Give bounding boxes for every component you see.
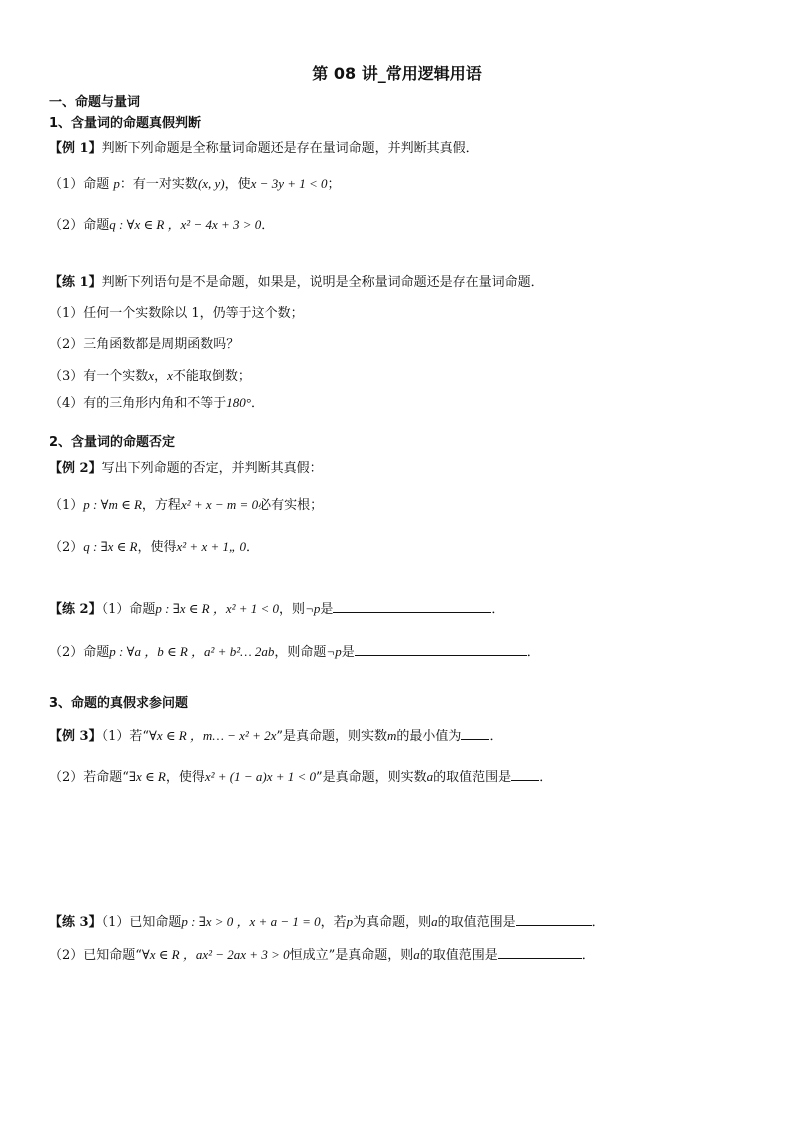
item-text: ，使得 <box>137 540 177 555</box>
math-expr: p : ∃x ∈ R ，x² + 1 < 0 <box>155 601 280 616</box>
item-text: ，则 <box>279 602 306 617</box>
item-text: ． <box>539 770 553 785</box>
practice-1-item-2: （2）三角函数都是周期函数吗？ <box>49 337 240 352</box>
example-3-item-2 <box>49 768 552 786</box>
math-var: x <box>167 368 173 383</box>
example-1-item-1 <box>49 176 341 193</box>
example-2-prompt: 写出下列命题的否定，并判断其真假： <box>101 461 323 476</box>
item-text: ． <box>526 645 540 660</box>
item-label: （2）若命题“ <box>49 770 129 785</box>
answer-blank[interactable] <box>355 643 527 656</box>
answer-blank[interactable] <box>461 727 489 740</box>
item-text: 是 <box>320 602 334 617</box>
example-1 <box>49 141 479 157</box>
item-text: 的取值范围是 <box>419 948 498 963</box>
math-var: x <box>148 368 155 383</box>
math-expr: q : ∃x ∈ R <box>83 539 138 554</box>
math-expr: ¬p <box>326 644 342 659</box>
practice-1-item-3 <box>49 368 251 385</box>
practice-3-item-2 <box>49 946 595 964</box>
math-expr: p : ∃x > 0 ，x + a − 1 = 0 <box>181 914 321 929</box>
item-label: （2）已知命题“ <box>49 948 142 963</box>
section-heading: 一、命题与量词 <box>49 95 141 110</box>
item-text: 的最小值为 <box>396 729 462 744</box>
practice-1 <box>49 275 544 291</box>
practice-2-item-2 <box>49 643 540 661</box>
example-3-tag: 【例 3】 <box>49 729 102 744</box>
item-text: ． <box>591 915 605 930</box>
practice-3-tag: 【练 3】 <box>49 915 102 930</box>
item-text: ，则命题 <box>274 645 327 660</box>
item-text: 恒成立”是真命题，则 <box>289 948 414 963</box>
example-2-item-1 <box>49 497 323 514</box>
item-label: （1） <box>49 498 84 513</box>
answer-blank[interactable] <box>516 913 592 926</box>
practice-2-item-1 <box>49 600 504 618</box>
answer-blank[interactable] <box>511 768 539 781</box>
example-2-item-2 <box>49 539 259 556</box>
practice-1-tag: 【练 1】 <box>49 275 102 290</box>
math-expr: p : ∀m ∈ R <box>83 497 142 512</box>
item-text: 的取值范围是 <box>433 770 512 785</box>
item-text: ，使得 <box>165 770 205 785</box>
item-text: （4）有的三角形内角和不等于 <box>49 396 227 411</box>
math-expr: x − 3y + 1 < 0 <box>250 176 328 191</box>
math-var: a <box>431 914 438 929</box>
item-label: （1）已知命题 <box>101 915 182 930</box>
math-expr: ¬p <box>305 601 321 616</box>
math-expr: (x, y) <box>197 176 225 191</box>
item-text: ，方程 <box>141 498 181 513</box>
item-text: 为真命题，则 <box>353 915 432 930</box>
math-var: p <box>346 914 354 929</box>
math-expr: x² + x + 1„ 0 <box>176 539 246 554</box>
practice-3-item-1 <box>49 913 605 931</box>
math-var: a <box>413 947 420 962</box>
example-1-prompt: 判断下列命题是全称量词命题还是存在量词命题，并判断其真假． <box>101 141 479 156</box>
item-text: ”是真命题，则实数 <box>316 770 427 785</box>
subsection-heading-3: 3、命题的真假求参问题 <box>49 696 189 711</box>
example-2-tag: 【例 2】 <box>49 461 102 476</box>
example-1-item-2 <box>49 217 274 234</box>
math-expr: ∃x ∈ R <box>128 769 166 784</box>
practice-1-item-1: （1）任何一个实数除以 1，仍等于这个数； <box>49 306 304 321</box>
page-title: 第 08 讲_常用逻辑用语 <box>312 64 482 83</box>
item-label: （2）命题 <box>49 218 110 233</box>
example-1-tag: 【例 1】 <box>49 141 102 156</box>
practice-1-prompt: 判断下列语句是不是命题，如果是，说明是全称量词命题还是存在量词命题． <box>101 275 544 290</box>
item-label: （2）命题 <box>49 645 110 660</box>
item-text: ． <box>491 602 505 617</box>
example-3-item-1 <box>49 727 502 745</box>
math-var: a <box>426 769 434 784</box>
item-label: （1）命题 <box>49 177 110 192</box>
item-text: ：有一对实数 <box>119 177 198 192</box>
item-text: 是 <box>341 645 355 660</box>
subsection-heading-1: 1、含量词的命题真假判断 <box>49 116 202 131</box>
item-text: 的取值范围是 <box>437 915 516 930</box>
math-expr: ∀x ∈ R ，m… − x² + 2x <box>149 728 277 743</box>
item-text: ． <box>581 948 595 963</box>
example-2 <box>49 461 323 477</box>
item-label: （1）若“ <box>101 729 149 744</box>
item-text: ，使 <box>224 177 251 192</box>
practice-1-item-4 <box>49 395 264 412</box>
math-var: p <box>113 176 120 191</box>
item-label: （2） <box>49 540 84 555</box>
subsection-heading-2: 2、含量词的命题否定 <box>49 435 176 450</box>
answer-blank[interactable] <box>333 600 491 613</box>
math-expr: x² + (1 − a)x + 1 < 0 <box>204 769 317 784</box>
math-expr: p : ∀a ，b ∈ R ，a² + b²… 2ab <box>109 644 275 659</box>
math-expr: q : ∀x ∈ R ，x² − 4x + 3 > 0 <box>109 217 262 232</box>
item-text: ． <box>261 218 275 233</box>
item-text: ． <box>245 540 259 555</box>
item-text: ． <box>489 729 503 744</box>
practice-2-tag: 【练 2】 <box>49 602 102 617</box>
math-expr: ∀x ∈ R ，ax² − 2ax + 3 > 0 <box>141 947 290 962</box>
item-text: ”是真命题，则实数 <box>276 729 388 744</box>
item-text: 不能取倒数； <box>172 369 251 384</box>
item-label: （1）命题 <box>101 602 156 617</box>
item-text: ． <box>250 396 264 411</box>
item-text: （3）有一个实数 <box>49 369 149 384</box>
math-expr: 180° <box>226 395 251 410</box>
math-var: m <box>387 728 397 743</box>
math-expr: x² + x − m = 0 <box>180 497 259 512</box>
item-text: ，若 <box>320 915 347 930</box>
item-text: ； <box>327 177 341 192</box>
item-text: 必有实根； <box>258 498 324 513</box>
answer-blank[interactable] <box>498 946 582 959</box>
item-text: ， <box>154 369 168 384</box>
